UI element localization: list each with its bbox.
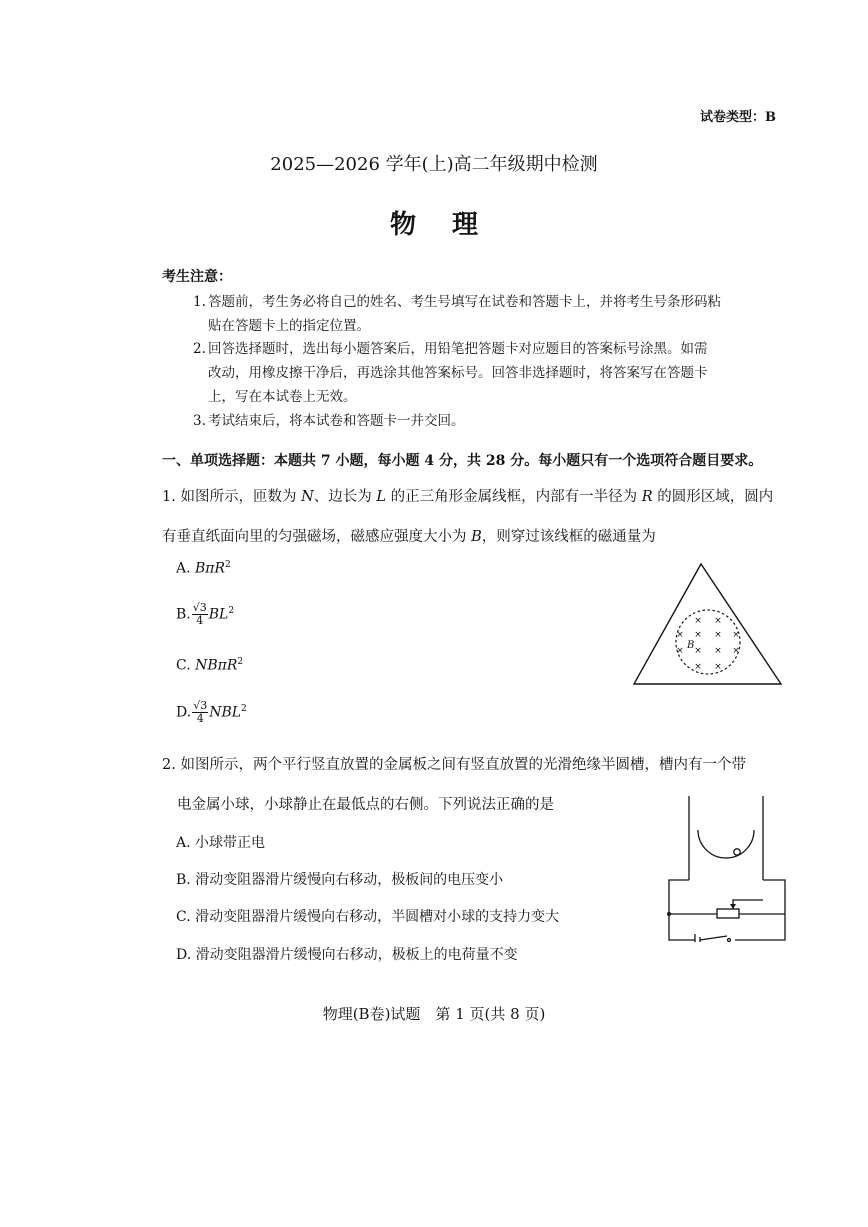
field-mark: × <box>732 630 740 640</box>
option-expression: NBL <box>209 704 242 721</box>
var-R: R <box>641 489 653 505</box>
option-exponent: 2 <box>228 605 235 616</box>
question-2-option-b[interactable]: B. 滑动变阻器滑片缓慢向右移动，极板间的电压变小 <box>176 872 504 888</box>
var-L: L <box>376 489 386 505</box>
fraction <box>192 602 208 627</box>
field-mark: × <box>676 646 684 656</box>
question-1-option-d[interactable] <box>176 700 247 725</box>
stem-text: ，则穿过该线框的磁通量为 <box>481 529 656 545</box>
charged-ball <box>734 849 740 855</box>
field-mark: × <box>714 662 722 672</box>
rheostat-slider <box>733 900 763 909</box>
semicircle-groove <box>698 830 754 858</box>
rheostat <box>717 909 739 918</box>
section-heading: 一、单项选择题：本题共 7 小题，每小题 4 分，共 28 分。每小题只有一个选项符合题目要求。 <box>162 453 763 469</box>
fraction-denominator: 4 <box>196 712 204 725</box>
field-mark: × <box>714 646 722 656</box>
option-expression: BL <box>208 606 229 623</box>
stem-text: 有垂直纸面向里的匀强磁场，磁感应强度大小为 <box>162 529 472 545</box>
page-footer: 物理(B卷)试题 第 1 页(共 8 页) <box>322 1005 546 1023</box>
fraction-numerator: √3 <box>193 699 208 712</box>
exam-title: 2025—2026 学年(上)高二年级期中检测 <box>270 154 598 175</box>
notice-item-number: 2. <box>193 341 206 357</box>
slider-arrow-icon <box>730 904 736 909</box>
question-1-option-c[interactable] <box>176 657 243 674</box>
notice-item-text: 答题前，考生务必将自己的姓名、考生号填写在试卷和答题卡上，并将考生号条形码粘 <box>208 294 721 310</box>
junction-dot <box>667 912 671 916</box>
question-1-figure <box>630 560 785 688</box>
field-mark: × <box>694 616 702 626</box>
notice-item-3 <box>193 409 788 433</box>
option-exponent: 2 <box>241 703 247 714</box>
var-B: B <box>471 529 482 545</box>
notice-item-1 <box>193 290 788 338</box>
option-label: D. <box>176 704 192 721</box>
option-label: B. <box>176 606 191 623</box>
fraction-denominator: 4 <box>196 614 204 627</box>
question-2-option-a[interactable]: A. 小球带正电 <box>176 835 266 851</box>
subject-title: 物理 <box>389 210 514 240</box>
option-expression: NBπR <box>195 657 238 674</box>
fraction <box>192 700 208 725</box>
stem-text: 、边长为 <box>313 489 377 505</box>
left-wire <box>669 880 695 940</box>
field-mark: × <box>694 662 702 672</box>
fraction-numerator: √3 <box>192 601 207 614</box>
question-2-option-d[interactable]: D. 滑动变阻器滑片缓慢向右移动，极板上的电荷量不变 <box>176 947 518 963</box>
triangle-frame <box>634 564 781 684</box>
field-mark: × <box>676 630 684 640</box>
option-expression: BπR <box>195 560 226 577</box>
notice-heading: 考生注意： <box>162 269 232 285</box>
field-circle <box>676 610 740 674</box>
field-label-b: B <box>687 640 695 651</box>
notice-item-text: 贴在答题卡上的指定位置。 <box>208 318 370 334</box>
option-exponent: 2 <box>225 560 231 570</box>
stem-text: 的圆形区域，圆内 <box>652 489 774 505</box>
question-2-option-c[interactable]: C. 滑动变阻器滑片缓慢向右移动，半圆槽对小球的支持力变大 <box>176 909 560 925</box>
question-2-figure <box>665 792 790 942</box>
switch-lever <box>700 936 727 940</box>
paper-type-label: 试卷类型：B <box>700 110 776 125</box>
notice-item-2 <box>193 337 788 409</box>
notice-item-text: 考试结束后，将本试卷和答题卡一并交回。 <box>208 413 465 429</box>
notice-item-text: 回答选择题时，选出每小题答案后，用铅笔把答题卡对应题目的答案标号涂黑。如需 <box>208 341 708 357</box>
var-N: N <box>301 489 314 505</box>
field-mark: × <box>732 646 740 656</box>
right-wire <box>735 880 785 940</box>
field-mark: × <box>694 646 702 656</box>
option-label: C. <box>176 657 191 674</box>
question-1-option-a[interactable] <box>176 560 231 577</box>
option-label: A. <box>176 560 191 577</box>
option-exponent: 2 <box>237 657 244 667</box>
switch-contact <box>728 939 731 942</box>
notice-item-text: 改动，用橡皮擦干净后，再选涂其他答案标号。回答非选择题时，将答案写在答题卡 <box>208 365 708 381</box>
question-1-stem <box>162 477 787 557</box>
notice-item-number: 1. <box>193 294 206 310</box>
stem-text: 的正三角形金属线框，内部有一半径为 <box>386 489 642 505</box>
field-mark: × <box>694 630 702 640</box>
question-1-option-b[interactable] <box>176 602 234 627</box>
field-mark: × <box>714 616 722 626</box>
notice-item-number: 3. <box>193 413 206 429</box>
stem-text: 电金属小球，小球静止在最低点的右侧。下列说法正确的是 <box>177 797 554 813</box>
stem-text: 2. 如图所示，两个平行竖直放置的金属板之间有竖直放置的光滑绝缘半圆槽，槽内有一个带 <box>162 757 746 773</box>
stem-text: 1. 如图所示，匝数为 <box>162 489 302 505</box>
notice-item-text: 上，写在本试卷上无效。 <box>208 389 357 405</box>
field-mark: × <box>714 630 722 640</box>
